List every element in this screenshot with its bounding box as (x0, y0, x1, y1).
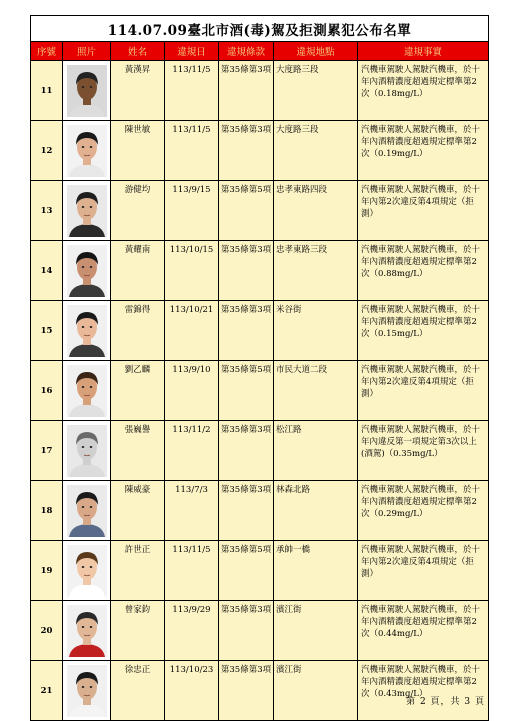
photo-cell (63, 481, 111, 541)
row-number: 14 (31, 241, 63, 301)
portrait-photo (63, 365, 110, 417)
header-clause: 違規條款 (219, 42, 274, 61)
person-name: 張巍譽 (111, 421, 165, 481)
roster-sheet (30, 15, 488, 721)
violation-fact: 汽機車駕駛人駕駛汽機車，於十年內第2次違反第4項規定（拒測） (358, 361, 489, 421)
table-row (31, 421, 489, 481)
page-title: 114.07.09臺北市酒(毒)駕及拒測累犯公布名單 (31, 16, 489, 42)
page-counter: 第 2 頁，共 3 頁 (406, 697, 485, 707)
table-row (31, 481, 489, 541)
violation-fact: 汽機車駕駛人駕駛汽機車，於十年內第2次違反第4項規定（拒測） (358, 541, 489, 601)
header-photo: 照片 (63, 42, 111, 61)
violation-fact: 汽機車駕駛人駕駛汽機車，於十年內酒精濃度超過規定標準第2次（0.29mg/L） (358, 481, 489, 541)
person-name: 雷錦得 (111, 301, 165, 361)
photo-cell (63, 601, 111, 661)
row-number: 17 (31, 421, 63, 481)
violation-place: 濱江街 (274, 601, 358, 661)
row-number: 11 (31, 61, 63, 121)
person-name: 黃耀南 (111, 241, 165, 301)
portrait-graphic (67, 545, 107, 597)
violation-date: 113/11/2 (165, 421, 219, 481)
row-number: 21 (31, 661, 63, 721)
violation-fact: 汽機車駕駛人駕駛汽機車，於十年內違反第一項規定第3次以上(酒駕)（0.35mg/L） (358, 421, 489, 481)
portrait-graphic (67, 485, 107, 537)
table-row (31, 61, 489, 121)
violation-clause: 第35條第3項 (219, 481, 274, 541)
violation-clause: 第35條第3項 (219, 301, 274, 361)
photo-cell (63, 661, 111, 721)
violation-date: 113/9/29 (165, 601, 219, 661)
header-name: 姓名 (111, 42, 165, 61)
row-number: 19 (31, 541, 63, 601)
photo-cell (63, 541, 111, 601)
table-row (31, 601, 489, 661)
portrait-photo (63, 485, 110, 537)
violation-fact: 汽機車駕駛人駕駛汽機車，於十年內酒精濃度超過規定標準第2次（0.88mg/L） (358, 241, 489, 301)
violation-date: 113/11/5 (165, 121, 219, 181)
violation-fact: 汽機車駕駛人駕駛汽機車，於十年內酒精濃度超過規定標準第2次（0.43mg/L） (358, 661, 489, 721)
violation-place: 市民大道二段 (274, 361, 358, 421)
violation-place: 承帥一橋 (274, 541, 358, 601)
portrait-photo (63, 545, 110, 597)
header-row (31, 42, 489, 61)
photo-cell (63, 361, 111, 421)
row-number: 18 (31, 481, 63, 541)
portrait-graphic (67, 245, 107, 297)
portrait-photo (63, 65, 110, 117)
violation-clause: 第35條第5項 (219, 541, 274, 601)
header-fact: 違規事實 (358, 42, 489, 61)
row-number: 12 (31, 121, 63, 181)
table-row (31, 361, 489, 421)
header-num: 序號 (31, 42, 63, 61)
violation-clause: 第35條第3項 (219, 421, 274, 481)
header-date: 違規日 (165, 42, 219, 61)
photo-cell (63, 241, 111, 301)
violation-fact: 汽機車駕駛人駕駛汽機車，於十年內酒精濃度超過規定標準第2次（0.44mg/L） (358, 601, 489, 661)
violation-fact: 汽機車駕駛人駕駛汽機車，於十年內酒精濃度超過規定標準第2次（0.15mg/L） (358, 301, 489, 361)
table-row (31, 121, 489, 181)
violation-place: 松江路 (274, 421, 358, 481)
violation-clause: 第35條第5項 (219, 181, 274, 241)
violation-clause: 第35條第3項 (219, 601, 274, 661)
table-row (31, 181, 489, 241)
table-row (31, 301, 489, 361)
portrait-graphic (67, 425, 107, 477)
portrait-photo (63, 305, 110, 357)
violation-clause: 第35條第3項 (219, 661, 274, 721)
photo-cell (63, 61, 111, 121)
person-name: 曾家鈞 (111, 601, 165, 661)
violation-fact: 汽機車駕駛人駕駛汽機車，於十年內酒精濃度超過規定標準第2次（0.19mg/L） (358, 121, 489, 181)
violation-place: 大度路三段 (274, 121, 358, 181)
violation-clause: 第35條第5項 (219, 361, 274, 421)
photo-cell (63, 421, 111, 481)
person-name: 黃漢昇 (111, 61, 165, 121)
portrait-photo (63, 245, 110, 297)
photo-cell (63, 121, 111, 181)
portrait-graphic (67, 65, 107, 117)
person-name: 游健均 (111, 181, 165, 241)
violation-date: 113/10/15 (165, 241, 219, 301)
portrait-graphic (67, 305, 107, 357)
violation-place: 忠孝東路三段 (274, 241, 358, 301)
portrait-graphic (67, 365, 107, 417)
violation-clause: 第35條第3項 (219, 61, 274, 121)
portrait-graphic (67, 605, 107, 657)
row-number: 15 (31, 301, 63, 361)
person-name: 許世正 (111, 541, 165, 601)
roster-body (31, 61, 489, 721)
portrait-photo (63, 185, 110, 237)
violation-place: 濱江街 (274, 661, 358, 721)
violation-date: 113/9/10 (165, 361, 219, 421)
roster-table (30, 15, 489, 721)
person-name: 陳威豪 (111, 481, 165, 541)
portrait-graphic (67, 185, 107, 237)
row-number: 16 (31, 361, 63, 421)
portrait-graphic (67, 665, 107, 717)
violation-fact: 汽機車駕駛人駕駛汽機車，於十年內第2次違反第4項規定（拒測） (358, 181, 489, 241)
violation-date: 113/10/23 (165, 661, 219, 721)
portrait-photo (63, 665, 110, 717)
portrait-photo (63, 125, 110, 177)
violation-fact: 汽機車駕駛人駕駛汽機車，於十年內酒精濃度超過規定標準第2次（0.18mg/L） (358, 61, 489, 121)
violation-date: 113/7/3 (165, 481, 219, 541)
table-row (31, 541, 489, 601)
violation-place: 米谷街 (274, 301, 358, 361)
portrait-photo (63, 605, 110, 657)
violation-clause: 第35條第3項 (219, 241, 274, 301)
violation-date: 113/9/15 (165, 181, 219, 241)
violation-place: 林森北路 (274, 481, 358, 541)
portrait-photo (63, 425, 110, 477)
row-number: 13 (31, 181, 63, 241)
violation-date: 113/11/5 (165, 541, 219, 601)
person-name: 陳世敏 (111, 121, 165, 181)
person-name: 劉乙麟 (111, 361, 165, 421)
violation-date: 113/10/21 (165, 301, 219, 361)
violation-clause: 第35條第3項 (219, 121, 274, 181)
violation-date: 113/11/5 (165, 61, 219, 121)
table-row (31, 241, 489, 301)
photo-cell (63, 181, 111, 241)
photo-cell (63, 301, 111, 361)
person-name: 徐忠正 (111, 661, 165, 721)
violation-place: 大度路三段 (274, 61, 358, 121)
table-row (31, 661, 489, 721)
portrait-graphic (67, 125, 107, 177)
row-number: 20 (31, 601, 63, 661)
violation-place: 忠孝東路四段 (274, 181, 358, 241)
header-place: 違規地點 (274, 42, 358, 61)
